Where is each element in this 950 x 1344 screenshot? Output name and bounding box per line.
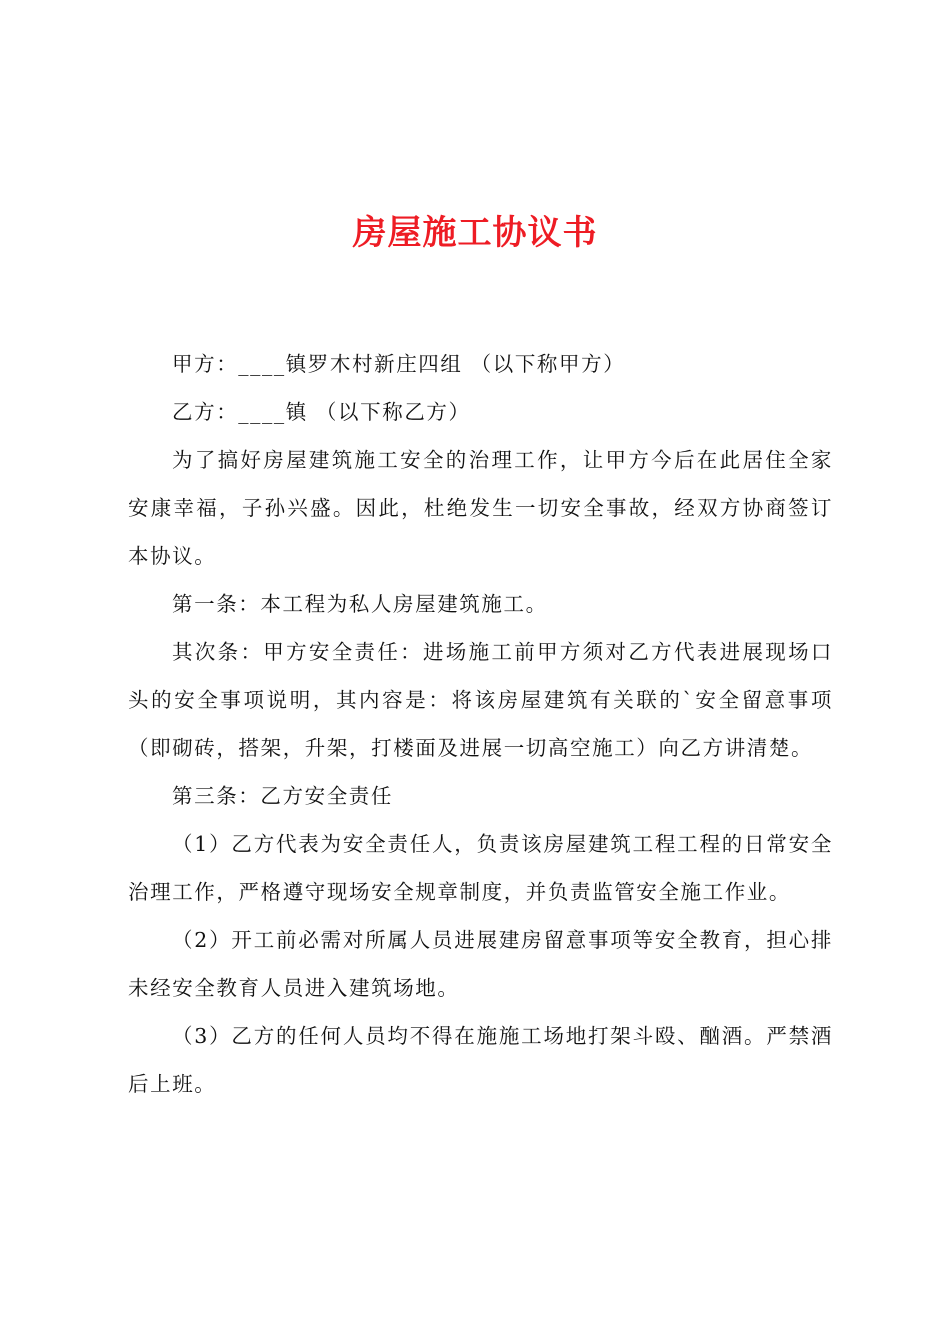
article-3-item-1: （1）乙方代表为安全责任人，负责该房屋建筑工程工程的日常安全治理工作，严格遵守现场安全规章制度，并负责监管安全施工作业。 xyxy=(128,832,833,904)
document-body xyxy=(128,340,833,1108)
document-title: 房屋施工协议书 xyxy=(352,213,598,253)
article-1: 第一条：本工程为私人房屋建筑施工。 xyxy=(172,592,548,616)
article-3-item-3: （3）乙方的任何人员均不得在施施工场地打架斗殴、酗酒。严禁酒后上班。 xyxy=(128,1024,833,1096)
party-a-line: 甲方：____镇罗木村新庄四组 （以下称甲方） xyxy=(172,352,626,376)
party-b-line: 乙方：____镇 （以下称乙方） xyxy=(172,400,471,424)
article-3-item-2: （2）开工前必需对所属人员进展建房留意事项等安全教育，担心排未经安全教育人员进入建筑场地。 xyxy=(128,928,833,1000)
article-2: 其次条：甲方安全责任：进场施工前甲方须对乙方代表进展现场口头的安全事项说明，其内容是：将该房屋建筑有关联的`安全留意事项（即砌砖，搭架，升架，打楼面及进展一切高空施工）向乙方讲清楚。 xyxy=(128,640,833,760)
preamble-paragraph: 为了搞好房屋建筑施工安全的治理工作，让甲方今后在此居住全家安康幸福，子孙兴盛。因此，杜绝发生一切安全事故，经双方协商签订本协议。 xyxy=(128,448,833,568)
article-3-heading: 第三条：乙方安全责任 xyxy=(172,784,393,808)
